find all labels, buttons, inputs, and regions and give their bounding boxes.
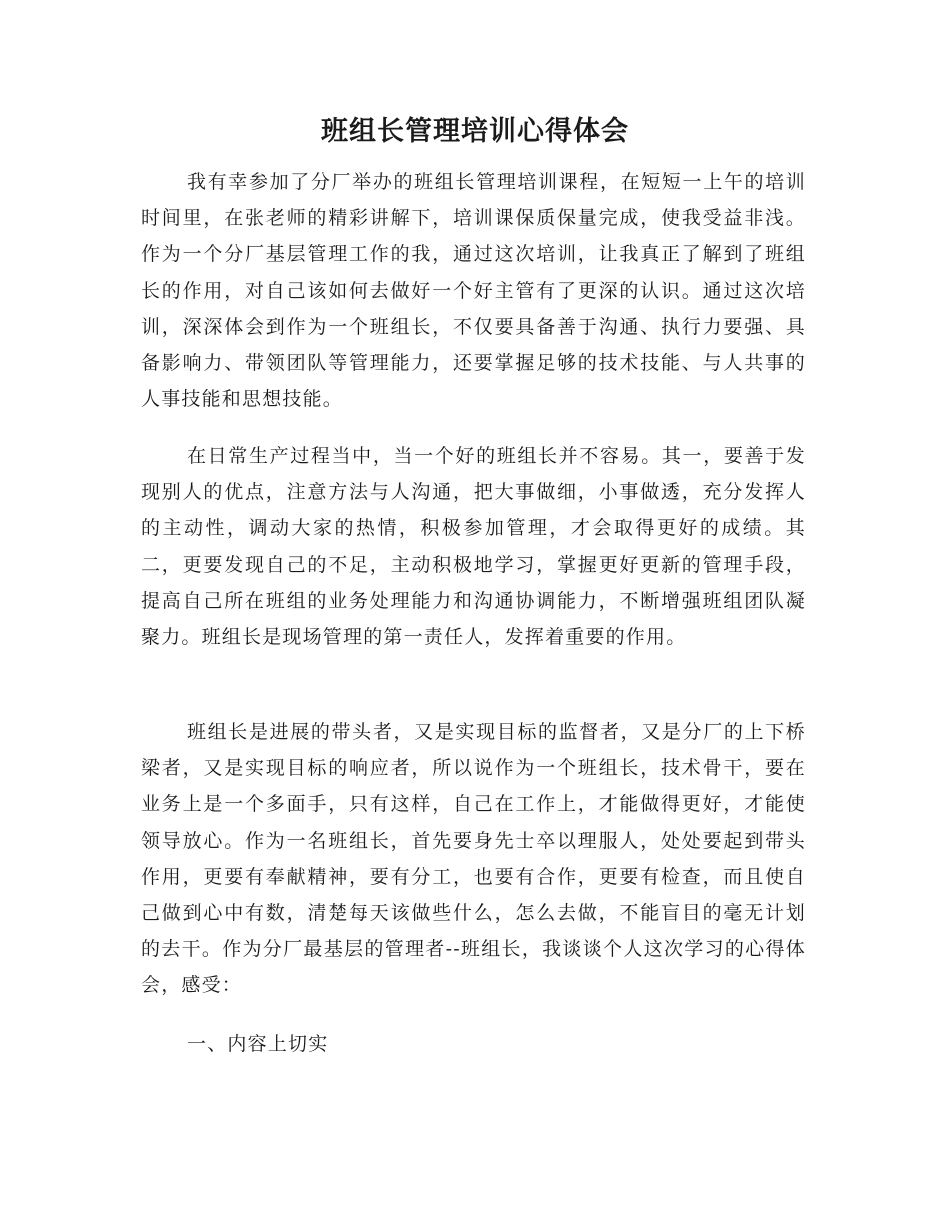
paragraph-2: 在日常生产过程当中，当一个好的班组长并不容易。其一，要善于发现别人的优点，注意方法与人沟通，把大事做细，小事做透，充分发挥人的主动性，调动大家的热情，积极参加管理，才会取得更好的成绩。其二，更要发现自己的不足，主动积极地学习，掌握更好更新的管理手段，提高自己所在班组的业务处理能力和沟通协调能力，不断增强班组团队凝聚力。班组长是现场管理的第一责任人，发挥着重要的作用。 bbox=[141, 445, 806, 649]
paragraph-3: 班组长是进展的带头者，又是实现目标的监督者，又是分厂的上下桥梁者，又是实现目标的响应者，所以说作为一个班组长，技术骨干，要在业务上是一个多面手，只有这样，自己在工作上，才能做得更好，才能使领导放心。作为一名班组长，首先要身先士卒以理服人，处处要起到带头作用，更要有奉献精神，要有分工，也要有合作，更要有检查，而且使自己做到心中有数，清楚每天该做些什么，怎么去做，不能盲目的毫无计划的去干。作为分厂最基层的管理者--班组长，我谈谈个人这次学习的心得体会，感受： bbox=[141, 721, 806, 997]
document-title: 班组长管理培训心得体会 bbox=[321, 116, 629, 147]
paragraph-1: 我有幸参加了分厂举办的班组长管理培训课程，在短短一上午的培训时间里，在张老师的精彩讲解下，培训课保质保量完成，使我受益非浅。作为一个分厂基层管理工作的我，通过这次培训，让我真正了解到了班组长的作用，对自己该如何去做好一个好主管有了更深的认识。通过这次培训，深深体会到作为一个班组长，不仅要具备善于沟通、执行力要强、具备影响力、带领团队等管理能力，还要掌握足够的技术技能、与人共事的人事技能和思想技能。 bbox=[141, 171, 806, 411]
section-heading-1: 一、内容上切实 bbox=[187, 1033, 329, 1055]
